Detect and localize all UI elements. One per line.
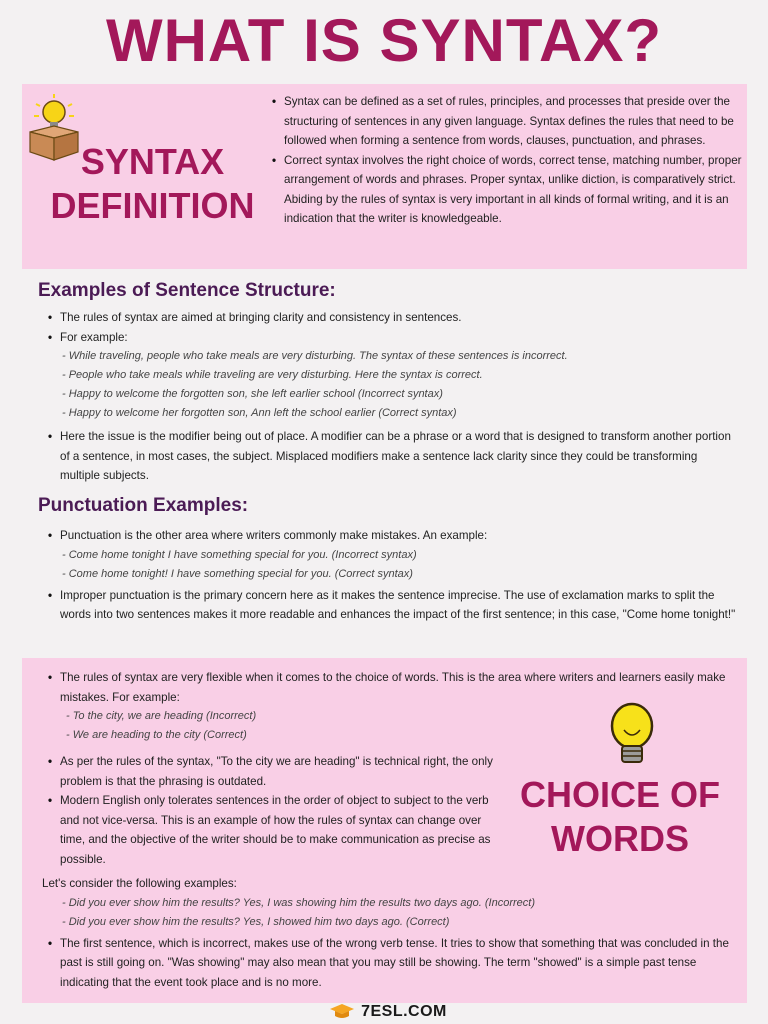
example-line: - Did you ever show him the results? Yes, I showed him two days ago. (Correct) — [62, 915, 450, 928]
example-line: - Did you ever show him the results? Yes, I was showing him the results two days ago. (Incorrect) — [62, 896, 535, 909]
definition-bullet: • Correct syntax involves the right choice of words, correct tense, matching number, proper arrangement of words and phrases. Proper syntax, unlike diction, is comparatively strict. Abiding by the rules of syntax is very important in all kinds of formal writing, and it is an indication that the writer is knowledgeable. — [272, 151, 742, 229]
example-line: - People who take meals while traveling are very disturbing. Here the syntax is correct. — [62, 369, 483, 381]
list-item: • Punctuation is the other area where writers commonly make mistakes. An example: — [48, 526, 738, 546]
list-item: • As per the rules of the syntax, "To the city we are heading" is technical right, the only problem is that the phrasing is outdated. — [48, 752, 503, 791]
list-item: • Improper punctuation is the primary concern here as it makes the sentence imprecise. The use of exclamation marks to split the words into two sentences makes it more readable and enhances the impact of the first sentence; in this case, "Come home tonight!" — [48, 586, 738, 625]
site-logo — [308, 1000, 468, 1024]
example-line: - Come home tonight! I have something special for you. (Correct syntax) — [62, 567, 413, 580]
logo-text: 7ESL.COM — [361, 1003, 447, 1020]
heading-line: DEFINITION — [50, 185, 255, 226]
sentence-structure-heading: Examples of Sentence Structure: — [38, 280, 336, 301]
heading-line: WORDS — [551, 818, 689, 859]
definition-list — [272, 92, 742, 229]
example-line: - Happy to welcome the forgotten son, she left earlier school (Incorrect syntax) — [62, 388, 443, 400]
heading-line: CHOICE OF — [519, 774, 720, 815]
lets-consider-label: Let's consider the following examples: — [42, 877, 237, 890]
choice-bottom-content — [42, 874, 742, 992]
graduation-cap-icon — [329, 1003, 355, 1021]
list-item: • Here the issue is the modifier being out of place. A modifier can be a phrase or a word that is designed to transform another portion of a sentence, in most cases, the subject. Misplaced modifiers make a sentence lack clarity since they could be transforming multiple subjects. — [48, 427, 738, 486]
sentence-structure-content — [48, 308, 738, 486]
example-line: - To the city, we are heading (Incorrect) — [66, 710, 257, 722]
punctuation-content — [48, 526, 738, 625]
list-item: • The rules of syntax are aimed at bringing clarity and consistency in sentences. — [48, 308, 738, 328]
choice-top-content — [48, 668, 728, 745]
punctuation-heading: Punctuation Examples: — [38, 495, 249, 516]
list-item: • For example: — [48, 328, 738, 348]
example-line: - Happy to welcome her forgotten son, Ann left the school earlier (Correct syntax) — [62, 407, 457, 419]
example-line: - Come home tonight I have something special for you. (Incorrect syntax) — [62, 548, 417, 561]
syntax-definition-heading — [40, 140, 265, 228]
definition-bullet: • Syntax can be defined as a set of rules, principles, and processes that preside over the structuring of sentences in any given language. Syntax defines the rules that need to be followed when forming a sentence from words, clauses, punctuation, and phrases. — [272, 92, 742, 151]
example-line: - While traveling, people who take meals are very disturbing. The syntax of these sentences is incorrect. — [62, 350, 568, 362]
choice-of-words-heading — [505, 773, 735, 861]
choice-middle-content — [48, 752, 503, 869]
list-item: • The rules of syntax are very flexible when it comes to the choice of words. This is the area where writers and learners easily make mistakes. For example: — [48, 668, 728, 707]
page-title: WHAT IS SYNTAX? — [105, 7, 663, 74]
heading-line: SYNTAX — [80, 141, 225, 182]
list-item: • The first sentence, which is incorrect, makes use of the wrong verb tense. It tries to show that something that was concluded in the past is still going on. "Was showing" may also mean that you may still be showing. The term "showed" is a simple past tense indicating that the event took place and is no more. — [48, 934, 742, 993]
example-line: - We are heading to the city (Correct) — [66, 729, 247, 741]
list-item: • Modern English only tolerates sentences in the order of object to subject to the verb and not vice-versa. This is an example of how the rules of syntax can change over time, and the objective of the writer should be to make communication as precise as possible. — [48, 791, 503, 869]
